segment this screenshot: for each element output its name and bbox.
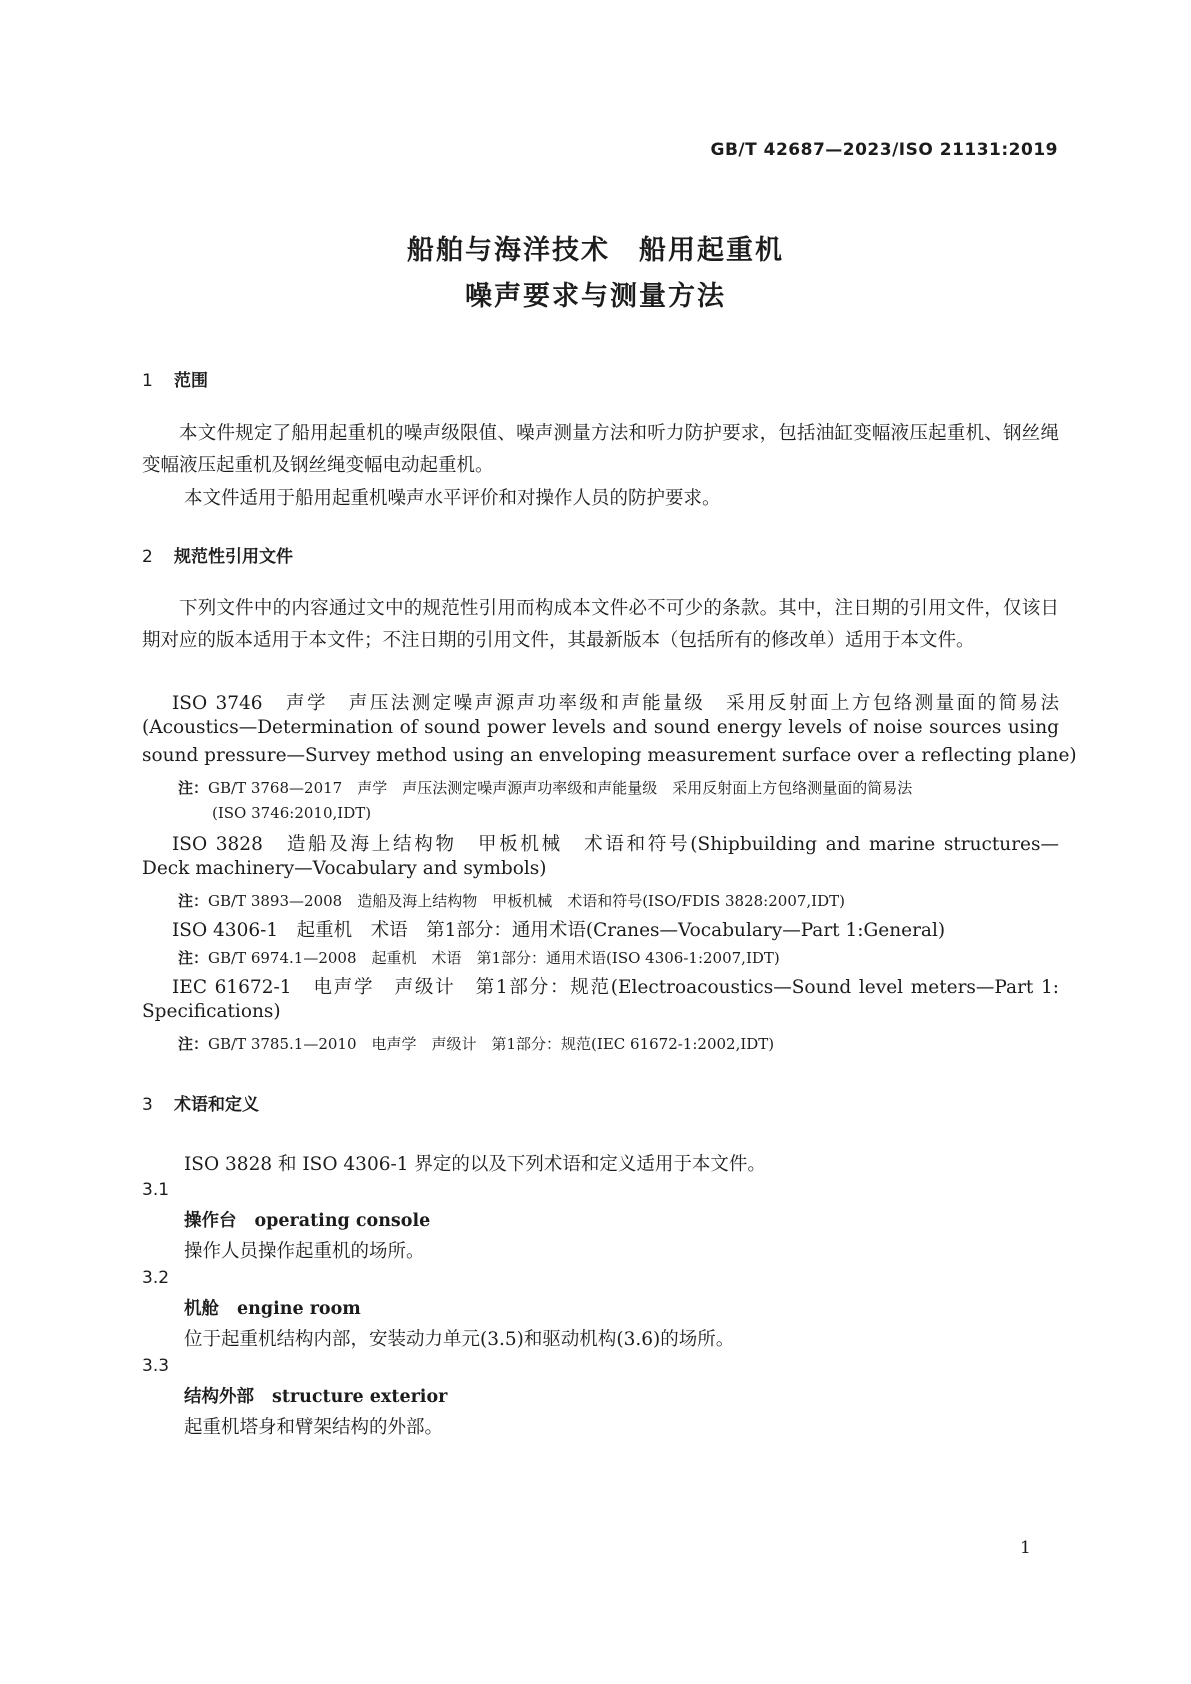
section-1-paragraph-2: 本文件适用于船用起重机噪声水平评价和对操作人员的防护要求。 [184, 488, 721, 509]
term-number: 3.1 [142, 1180, 170, 1200]
term-definition: 起重机塔身和臂架结构的外部。 [184, 1417, 444, 1438]
ref-iec-61672-1-line-2: Specifications) [142, 1001, 281, 1022]
ref-iso-3746-line-2: (Acoustics—Determination of sound power levels and sound energy levels of noise sources using [142, 717, 1059, 738]
term-number: 3.3 [142, 1356, 170, 1376]
section-3-intro: ISO 3828 和 ISO 4306-1 界定的以及下列术语和定义适用于本文件。 [184, 1154, 766, 1175]
ref-iso-3828-line-1: ISO 3828 造船及海上结构物 甲板机械 术语和符号(Shipbuilding and marine structures— [172, 834, 1059, 855]
ref-iso-3828-line-2: Deck machinery—Vocabulary and symbols) [142, 858, 547, 879]
section-3-heading [142, 1090, 259, 1115]
section-number: 3 [142, 1095, 153, 1115]
term-definition: 操作人员操作起重机的场所。 [184, 1241, 425, 1262]
term-en: engine room [237, 1299, 361, 1319]
ref-iso-4306-1: ISO 4306-1 起重机 术语 第1部分：通用术语(Cranes—Vocabulary—Part 1:General) [172, 920, 946, 941]
term-heading [184, 1383, 447, 1408]
section-2-heading [142, 542, 293, 567]
note-label: 注： [178, 779, 209, 797]
ref-iso-3746-line-1: ISO 3746 声学 声压法测定噪声源声功率级和声能量级 采用反射面上方包络测量面的简易法 [172, 693, 1059, 714]
note-label: 注： [178, 949, 209, 967]
document-number: GB/T 42687—2023/ISO 21131:2019 [710, 140, 1058, 160]
note-3-text: GB/T 6974.1—2008 起重机 术语 第1部分：通用术语(ISO 4306-1:2007,IDT) [208, 949, 780, 967]
note-4-text: GB/T 3785.1—2010 电声学 声级计 第1部分：规范(IEC 61672-1:2002,IDT) [208, 1035, 775, 1053]
document-title-line-2: 噪声要求与测量方法 [465, 281, 726, 312]
ref-iso-3746-line-3: sound pressure—Survey method using an enveloping measurement surface over a reflecting plane) [142, 745, 1077, 766]
term-heading [184, 1207, 430, 1232]
section-title: 规范性引用文件 [174, 547, 293, 567]
ref-iec-61672-1-line-1: IEC 61672-1 电声学 声级计 第1部分：规范(Electroacoustics—Sound level meters—Part 1: [172, 977, 1059, 998]
note-2-text: GB/T 3893—2008 造船及海上结构物 甲板机械 术语和符号(ISO/FDIS 3828:2007,IDT) [208, 892, 845, 910]
section-number: 2 [142, 547, 153, 567]
section-1-paragraph-1: 本文件规定了船用起重机的噪声级限值、噪声测量方法和听力防护要求，包括油缸变幅液压起重机、钢丝绳变幅液压起重机及钢丝绳变幅电动起重机。 [142, 423, 1059, 476]
note-2 [178, 890, 845, 911]
term-zh: 机舱 [184, 1299, 219, 1319]
note-1-line-2: (ISO 3746:2010,IDT) [212, 804, 372, 822]
section-1-heading [142, 366, 208, 391]
page-number: 1 [1020, 1538, 1031, 1558]
note-4 [178, 1033, 774, 1054]
note-label: 注： [178, 892, 209, 910]
term-en: operating console [254, 1211, 431, 1231]
section-number: 1 [142, 371, 153, 391]
term-heading [184, 1295, 361, 1320]
note-3 [178, 947, 780, 968]
section-2-intro: 下列文件中的内容通过文中的规范性引用而构成本文件必不可少的条款。其中，注日期的引用文件，仅该日期对应的版本适用于本文件；不注日期的引用文件，其最新版本（包括所有的修改单）适用于本文件。 [142, 598, 1059, 651]
term-number: 3.2 [142, 1268, 170, 1288]
section-title: 范围 [174, 371, 208, 391]
term-zh: 操作台 [184, 1211, 237, 1231]
term-en: structure exterior [272, 1387, 448, 1407]
note-1-text: GB/T 3768—2017 声学 声压法测定噪声源声功率级和声能量级 采用反射面上方包络测量面的简易法 [208, 779, 913, 797]
section-title: 术语和定义 [174, 1095, 259, 1115]
term-definition: 位于起重机结构内部，安装动力单元(3.5)和驱动机构(3.6)的场所。 [184, 1329, 735, 1350]
note-label: 注： [178, 1035, 209, 1053]
note-1 [178, 777, 912, 798]
term-zh: 结构外部 [184, 1387, 254, 1407]
document-title-line-1: 船舶与海洋技术 船用起重机 [407, 235, 784, 266]
